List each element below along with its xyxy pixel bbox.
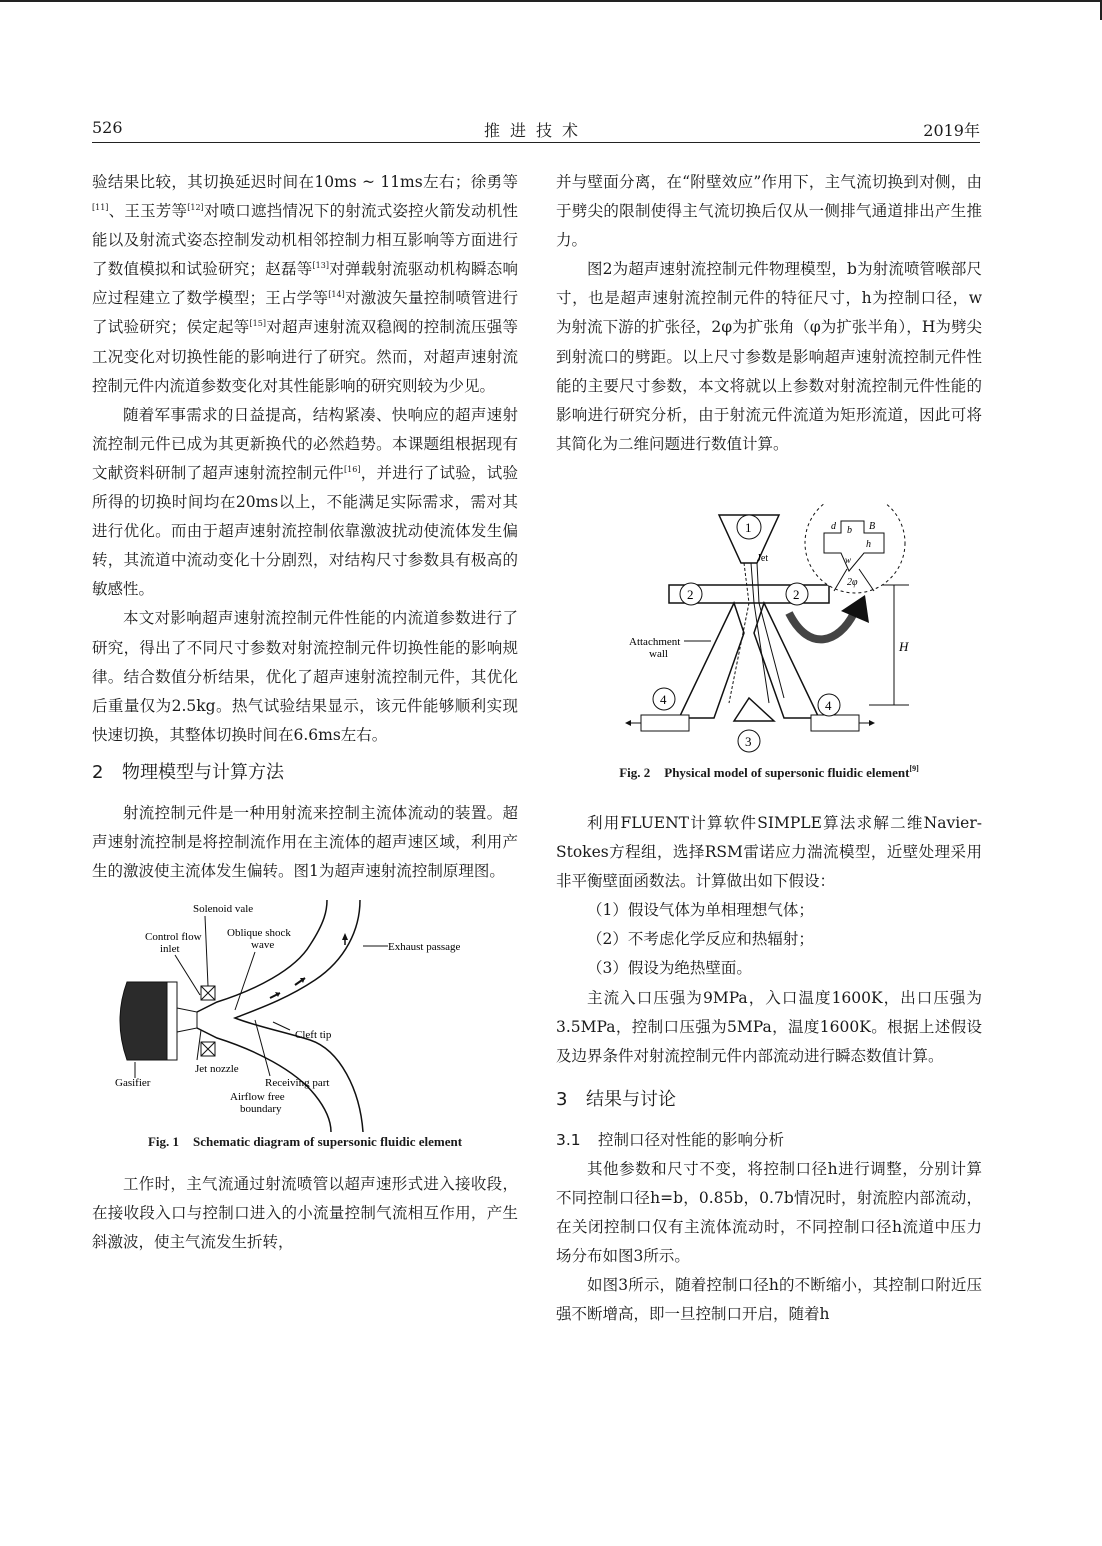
page-number: 526 [92, 118, 123, 137]
fig1-schematic [105, 900, 505, 1132]
subsection-heading-3-1: 3.1 控制口径对性能的影响分析 [556, 1130, 785, 1149]
paragraph-control-diameter: 其他参数和尺寸不变，将控制口径h进行调整，分别计算不同控制口径h=b，0.85b，0.7b情况时，射流腔内部流动，在关闭控制口仅有主流体流动时，不同控制口径h流道中压力场分布如图3所示。 [556, 1159, 982, 1266]
gasifier-flange [167, 982, 177, 1060]
fig2-caption: Fig. 2 Physical model of supersonic fluidic element[9] [619, 763, 919, 780]
svg-text:3: 3 [745, 733, 752, 749]
label-control: Control flow [145, 931, 202, 944]
paragraph-fig3: 如图3所示，随着控制口径h的不断缩小，其控制口附近压强不断增高，即一旦控制口开启，随着h [556, 1276, 982, 1324]
right-exhaust [811, 715, 859, 731]
citation-13[interactable]: [13] [312, 261, 329, 271]
label-jet-nozzle: Jet nozzle [195, 1063, 239, 1076]
assumption-3: （3）假设为绝热壁面。 [587, 959, 752, 978]
figure-1 [92, 900, 518, 1152]
section-heading-2: 2 物理模型与计算方法 [92, 761, 284, 783]
svg-text:4: 4 [660, 691, 667, 707]
svg-text:d: d [831, 520, 836, 532]
label-jet: Jet [757, 552, 769, 564]
jet-nozzle-shape [177, 1008, 197, 1032]
svg-text:2: 2 [793, 586, 800, 602]
label-oblique: Oblique shock [227, 927, 291, 940]
paragraph-continued: 验结果比较，其切换延迟时间在10ms ~ 11ms左右；徐勇等[11]、王玉芳等[12]对喷口遮挡情况下的射流式姿控火箭发动机性能以及射流式姿态控制发动机相邻控制力相互影响等方面进行了数值模拟和试验研究；赵磊等[13]对弹载射流驱动机构瞬态响应过程建立了数学模型；王占学等[14]对激波矢量控制喷管进行了试验研究；侯定起等[15]对超声速射流双稳阀的控制流压强等工况变化对切换性能的影响进行了研究。然而，对超声速射流控制元件内流道参数变化对其性能影响的研究则较为少见。 [92, 173, 518, 395]
citation-9[interactable]: [9] [909, 763, 919, 773]
svg-text:2: 2 [687, 586, 694, 602]
svg-text:wave: wave [251, 939, 275, 952]
right-column [556, 168, 982, 1330]
paragraph-fluent: 利用FLUENT计算软件SIMPLE算法求解二维Navier-Stokes方程组，选择RSM雷诺应力湍流模型，近壁处理采用非平衡壁面函数法。计算做出如下假设： [556, 813, 982, 891]
citation-11[interactable]: [11] [92, 203, 109, 213]
svg-text:boundary: boundary [240, 1103, 282, 1116]
fig1-caption: Fig. 1 Schematic diagram of supersonic fluidic element [147, 1134, 463, 1150]
running-header [92, 116, 980, 142]
label-attachment: Attachment [629, 635, 681, 648]
label-airflow: Airflow free [230, 1091, 285, 1104]
paragraph-contribution: 本文对影响超声速射流控制元件性能的内流道参数进行了研究，得出了不同尺寸参数对射流控制元件切换性能的影响规律。结合数值分析结果，优化了超声速射流控制元件，其优化后重量仅为2.5kg。热气试验结果显示，该元件能够顺利实现快速切换，其整体切换时间在6.6ms左右。 [92, 609, 518, 744]
svg-text:wall: wall [649, 647, 668, 660]
svg-text:4: 4 [825, 697, 832, 713]
journal-name: 推进技术 [483, 121, 588, 140]
paragraph-working: 工作时，主气流通过射流喷管以超声速形式进入接收段，在接收段入口与控制口进入的小流量控制气流相互作用，产生斜激波，使主气流发生折转， [92, 1175, 518, 1252]
label-H: H [899, 638, 909, 654]
label-receiving: Receiving part [265, 1077, 330, 1090]
label-cleft: Cleft tip [295, 1029, 332, 1042]
fig2-model [579, 503, 959, 763]
citation-14[interactable]: [14] [328, 290, 345, 300]
left-exhaust [641, 715, 689, 731]
switch-arrow [789, 613, 854, 639]
citation-16[interactable]: [16] [344, 464, 361, 474]
assumption-1: （1）假设气体为单相理想气体； [587, 901, 814, 920]
paragraph-model: 图2为超声速射流控制元件物理模型，b为射流喷管喉部尺寸，也是超声速射流控制元件的特征尺寸，h为控制口径，w为射流下游的扩张径，2φ为扩张角（φ为扩张半角），H为劈尖到射流口的劈距。以上尺寸参数是影响超声速射流控制元件性能的主要尺寸参数，本文将就以上参数对射流控制元件性能的影响进行研究分析，由于射流元件流道为矩形流道，因此可将其简化为二维问题进行数值计算。 [556, 260, 982, 453]
gasifier-body [120, 982, 167, 1060]
paragraph-conditions: 主流入口压强为9MPa，入口温度1600K，出口压强为3.5MPa，控制口压强为5MPa，温度1600K。根据上述假设及边界条件对射流控制元件内部流动进行瞬态数值计算。 [556, 988, 982, 1065]
section-heading-3: 3 结果与讨论 [556, 1088, 676, 1110]
header-rule [92, 142, 980, 143]
label-exhaust: Exhaust passage [388, 941, 461, 954]
label-solenoid: Solenoid vale [193, 903, 254, 916]
paragraph-wall-effect: 并与壁面分离，在“附壁效应”作用下，主气流切换到对侧，由于劈尖的限制使得主气流切换后仅从一侧排气通道排出产生推力。 [556, 173, 982, 250]
figure-2 [556, 503, 982, 783]
upper-outer-wall [197, 900, 327, 1012]
svg-text:h: h [866, 538, 871, 550]
svg-text:1: 1 [745, 519, 752, 535]
left-column [92, 168, 518, 1258]
paragraph-principle: 射流控制元件是一种用射流来控制主流体流动的装置。超声速射流控制是将控制流作用在主流体的超声速区域，利用产生的激波使主流体发生偏转。图1为超声速射流控制原理图。 [92, 803, 518, 881]
paragraph-military: 随着军事需求的日益提高，结构紧凑、快响应的超声速射流控制元件已成为其更新换代的必然趋势。本课题组根据现有文献资料研制了超声速射流控制元件[16]，并进行了试验，试验所得的切换时间均在20ms以上，不能满足实际需求，需对其进行优化。而由于超声速射流控制依靠激波扰动使流体发生偏转，其流道中流动变化十分剧烈，对结构尺寸参数具有极高的敏感性。 [92, 405, 518, 599]
svg-text:b: b [847, 524, 852, 536]
svg-text:w: w [845, 554, 852, 565]
citation-15[interactable]: [15] [249, 319, 266, 329]
assumption-2: （2）不考虑化学反应和热辐射； [587, 930, 814, 949]
top-border [0, 0, 1102, 2]
header-year: 2019年 [923, 121, 980, 140]
svg-text:inlet: inlet [160, 943, 180, 956]
label-gasifier: Gasifier [115, 1077, 151, 1090]
citation-12[interactable]: [12] [187, 203, 204, 213]
left-wall [679, 603, 744, 718]
splitter [734, 698, 774, 721]
svg-text:2φ: 2φ [847, 576, 858, 588]
svg-text:B: B [869, 520, 876, 532]
